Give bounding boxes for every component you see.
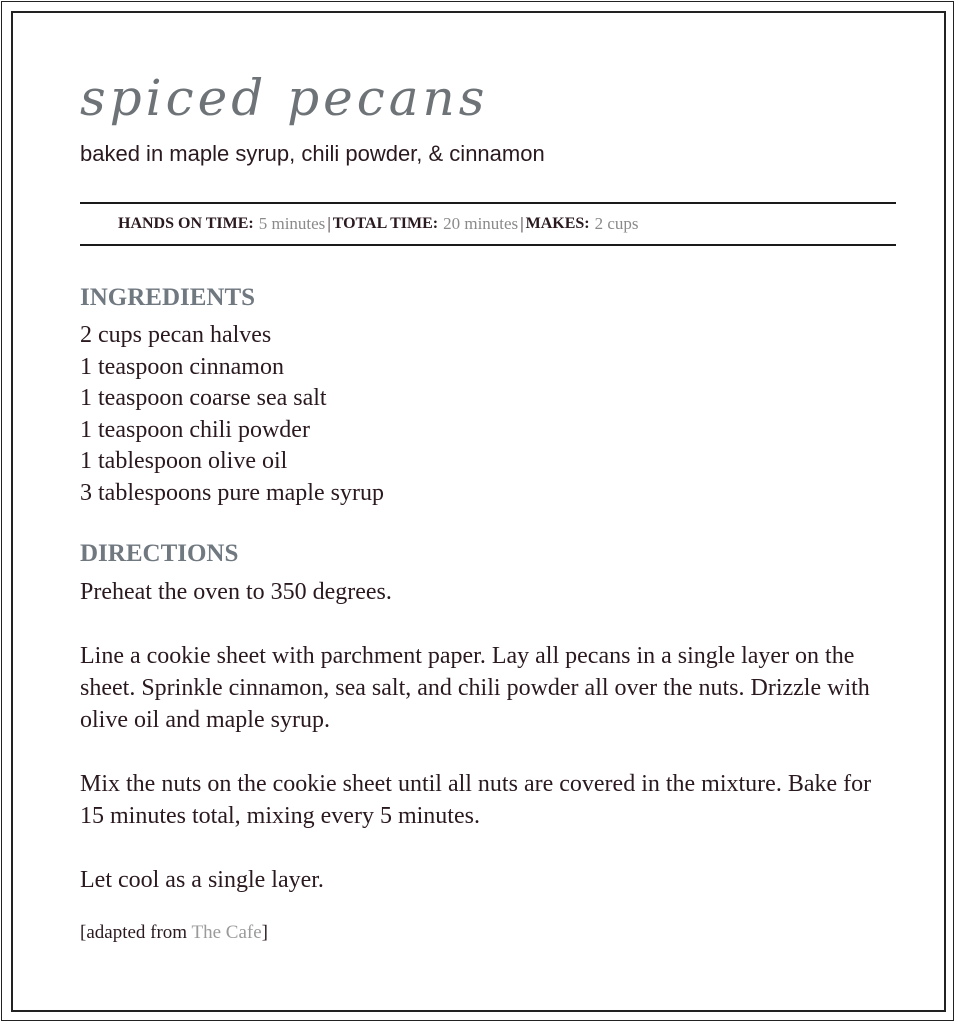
makes-label: MAKES: <box>525 215 590 232</box>
total-time-label: TOTAL TIME: <box>332 215 439 232</box>
directions-heading: DIRECTIONS <box>80 539 239 567</box>
makes-value: 2 cups <box>594 214 639 233</box>
source-link[interactable]: The Cafe <box>191 921 262 943</box>
ingredient-item: 1 tablespoon olive oil <box>80 448 288 475</box>
ingredient-item: 1 teaspoon cinnamon <box>80 353 284 380</box>
source-suffix: ] <box>261 921 268 943</box>
recipe-title: spiced pecans <box>80 69 489 127</box>
ingredients-heading: INGREDIENTS <box>80 284 256 311</box>
direction-step: Mix the nuts on the cookie sheet until all nuts are covered in the mixture. Bake for 15 minutes total, mixing every 5 minutes. <box>80 770 872 829</box>
ingredient-item: 3 tablespoons pure maple syrup <box>80 479 384 506</box>
ingredient-list <box>80 320 896 510</box>
recipe-source <box>80 922 896 944</box>
ingredient-item: 1 teaspoon coarse sea salt <box>80 385 327 412</box>
hands-on-time-label: HANDS ON TIME: <box>118 215 254 232</box>
source-prefix: [adapted from <box>80 921 192 943</box>
total-time-value: 20 minutes <box>443 214 519 233</box>
meta-separator: | <box>327 214 331 233</box>
direction-step: Line a cookie sheet with parchment paper. Lay all pecans in a single layer on the sheet. Sprinkle cinnamon, sea salt, and chili powder all over the nuts. Drizzle with olive oil and maple syrup. <box>80 642 870 733</box>
hands-on-time-value: 5 minutes <box>258 214 326 233</box>
ingredient-item: 2 cups pecan halves <box>80 322 272 348</box>
recipe-subtitle: baked in maple syrup, chili powder, & cinnamon <box>80 141 545 166</box>
direction-step: Preheat the oven to 350 degrees. <box>80 578 392 605</box>
recipe-meta-bar <box>80 202 896 246</box>
ingredient-item: 1 teaspoon chili powder <box>80 416 310 443</box>
direction-step: Let cool as a single layer. <box>80 866 324 893</box>
meta-separator: | <box>520 214 524 233</box>
recipe-card <box>80 68 896 944</box>
